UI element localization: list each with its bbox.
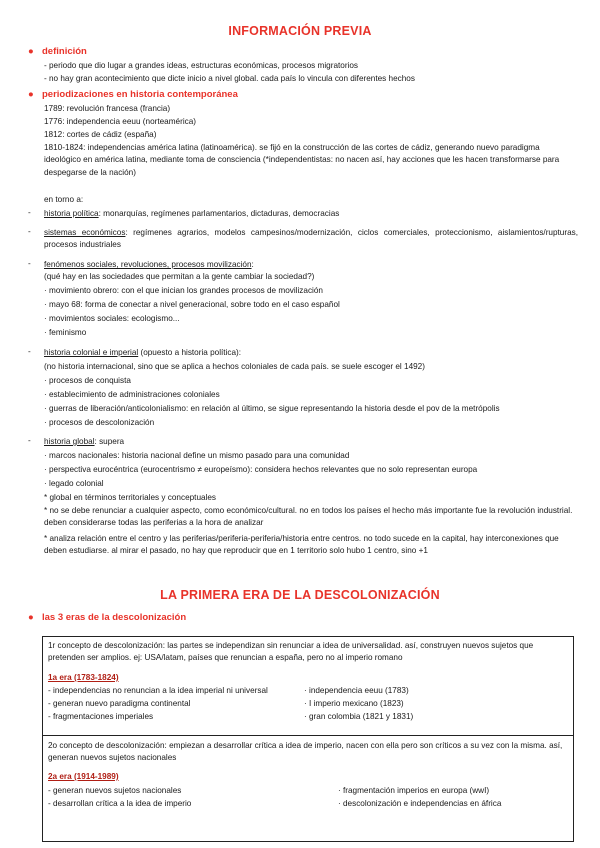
box2-left-line: - desarrollan crítica a la idea de imperio — [48, 799, 192, 808]
bullet-heading-tres-eras — [28, 612, 186, 623]
term: sistemas económicos — [44, 228, 126, 237]
term-description: : regímenes agrarios, modelos campesinos/modernización, ciclos comerciales, proteccionismo, aislamientos/rupturas, procesos industriales — [44, 228, 578, 250]
box1-left-line: - generan nuevo paradigma continental — [48, 699, 191, 708]
dash-marker: - — [28, 208, 31, 217]
heading-text: periodizaciones en historia contemporánea — [42, 89, 238, 100]
fenomenos-line: (qué hay en las sociedades que permitan a la gente cambiar la sociedad?) — [44, 272, 315, 281]
term-description: (opuesto a historia política): — [138, 348, 242, 357]
fenomenos-line: · movimiento obrero: con el que inician los grandes procesos de movilización — [44, 286, 323, 295]
periodizacion-paragraph: 1810-1824: independencias américa latina (latinoamérica). se fijó en la construcción de las cortes de cádiz, generando nuevo paradigma ideológico en américa latina, mediante toma de consciencia (*independentistas: no nacen así, hay acciones que les hacen transformarse para despegarse de la nación) — [44, 143, 560, 177]
historia-colonial-line: · guerras de liberación/anticolonialismo: en relación al último, se sigue representando la historia desde el pov de la metrópolis — [44, 404, 500, 413]
box1-left-line: - fragmentaciones imperiales — [48, 712, 154, 721]
fenomenos-line: · movimientos sociales: ecologismo... — [44, 314, 180, 323]
bullet-icon: ● — [28, 89, 34, 100]
box2-intro: 2o concepto de descolonización: empiezan a desarrollar crítica a idea de imperio, nacen con ella pero son críticos a su vez con la misma. así, generan nuevos sujetos nacionales — [48, 741, 563, 763]
term-description: : — [251, 260, 254, 269]
historia-politica-item — [44, 208, 339, 220]
fenomenos-line: · mayo 68: forma de conectar a nivel generacional, sobre todo en el caso español — [44, 300, 340, 309]
historia-global-line: · perspectiva eurocéntrica (eurocentrismo ≠ europeísmo): considera hechos relevantes que no solo representan europa — [44, 465, 478, 474]
box2-era-title: 2a era (1914-1989) — [48, 772, 119, 781]
periodizacion-line: 1789: revolución francesa (francia) — [44, 104, 171, 113]
dash-marker: - — [28, 347, 31, 356]
historia-colonial-line: · establecimiento de administraciones coloniales — [44, 390, 220, 399]
box1-era-title: 1a era (1783-1824) — [48, 673, 119, 682]
periodizacion-line: 1776: independencia eeuu (norteamérica) — [44, 117, 197, 126]
historia-global-note: * analiza relación entre el centro y las periferias/periferia-periferia/historia entre centros. no todo sucede en la capital, hay interconexiones que deben estudiarse. al mirar el pasado, no hay que reproducir que en 1 territorio solo hubo 1 centro, sino +1 — [44, 534, 559, 556]
historia-colonial-line: · procesos de descolonización — [44, 418, 155, 427]
historia-colonial-line: · procesos de conquista — [44, 376, 131, 385]
box1-left-line: - independencias no renuncian a la idea imperial ni universal — [48, 686, 268, 695]
section-title-primera-era: LA PRIMERA ERA DE LA DESCOLONIZACIÓN — [160, 588, 440, 602]
heading-text: las 3 eras de la descolonización — [42, 612, 187, 623]
box1-right-line: · independencia eeuu (1783) — [304, 686, 409, 695]
box1-right-line: · gran colombia (1821 y 1831) — [304, 712, 414, 721]
historia-global-item — [44, 436, 124, 448]
fenomenos-item — [44, 259, 254, 271]
historia-global-line: · marcos nacionales: historia nacional define un mismo pasado para una comunidad — [44, 451, 350, 460]
bullet-heading-periodizaciones — [28, 89, 238, 100]
historia-global-line: * global en términos territoriales y conceptuales — [44, 493, 217, 502]
sistemas-economicos-item — [44, 227, 578, 252]
historia-global-note: * no se debe renunciar a cualquier aspecto, como económico/cultural. no en todos los países el hecho más importante fue la revolución industrial. deben considerarse todas las periferias a la hora de analizar — [44, 506, 573, 528]
dash-marker: - — [28, 436, 31, 445]
bullet-heading-definicion — [28, 46, 87, 57]
box1-right-line: · I imperio mexicano (1823) — [304, 699, 404, 708]
historia-colonial-line: (no historia internacional, sino que se aplica a hechos coloniales de cada país. se suele escoger el 1492) — [44, 362, 425, 371]
en-torno-label: en torno a: — [44, 195, 84, 204]
definicion-line: - periodo que dio lugar a grandes ideas, estructuras económicas, procesos migratorios — [44, 61, 359, 70]
term: historia colonial e imperial — [44, 348, 139, 357]
term-description: : monarquías, regímenes parlamentarios, dictaduras, democracias — [98, 209, 340, 218]
term: historia global — [44, 437, 95, 446]
dash-marker: - — [28, 259, 31, 268]
box2-right-line: · fragmentación imperios en europa (wwI) — [338, 786, 490, 795]
term: fenómenos sociales, revoluciones, procesos movilización — [44, 260, 252, 269]
term-description: : supera — [94, 437, 125, 446]
historia-global-line: · legado colonial — [44, 479, 104, 488]
box2-left-line: - generan nuevos sujetos nacionales — [48, 786, 182, 795]
bullet-icon: ● — [28, 612, 34, 623]
periodizacion-line: 1812: cortes de cádiz (españa) — [44, 130, 157, 139]
box2-right-line: · descolonización e independencias en áfrica — [338, 799, 502, 808]
dash-marker: - — [28, 227, 31, 236]
bullet-icon: ● — [28, 46, 34, 57]
heading-text: definición — [42, 46, 87, 57]
historia-colonial-item — [44, 347, 241, 359]
section-title-informacion-previa: INFORMACIÓN PREVIA — [228, 24, 372, 38]
definicion-line: - no hay gran acontecimiento que dicte inicio a nivel global. cada país lo vincula con diferentes hechos — [44, 74, 415, 83]
fenomenos-line: · feminismo — [44, 328, 87, 337]
box1-intro: 1r concepto de descolonización: las partes se independizan sin renunciar a idea de universalidad. así, construyen nuevos sujetos que pretenden ser amplios. ej: USA/latam, países que renuncian a españa, pero no al imperio romano — [48, 641, 534, 663]
term: historia política — [44, 209, 99, 218]
